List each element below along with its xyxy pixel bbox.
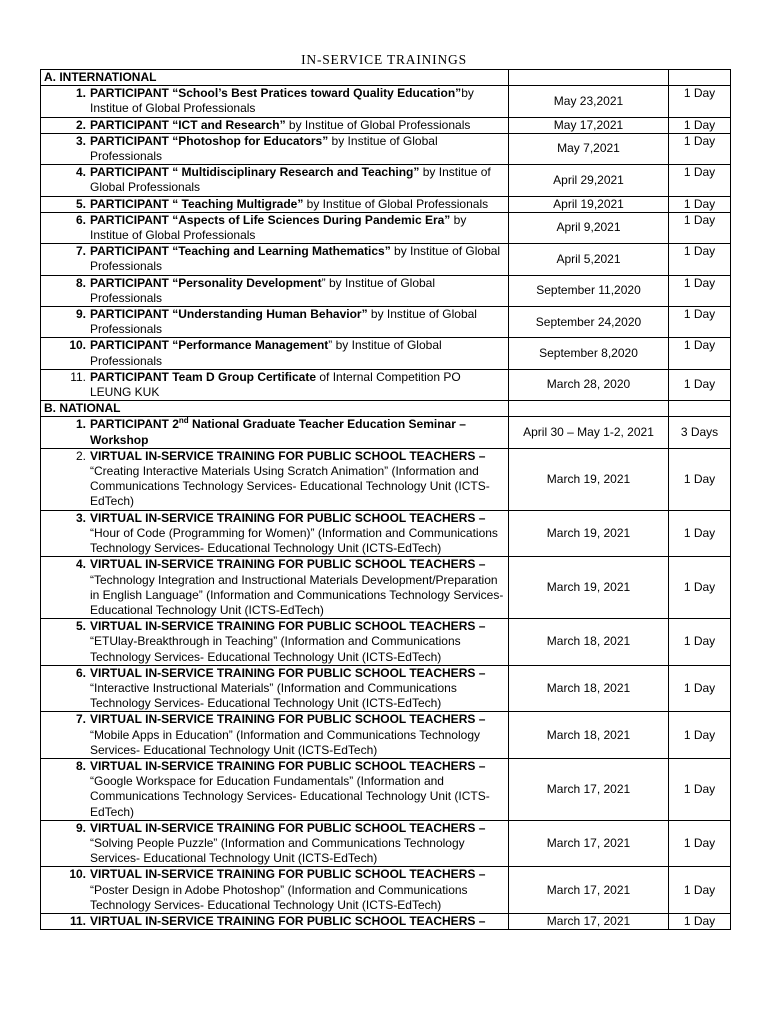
item-number: 4. [75, 557, 86, 572]
training-date: April 19,2021 [509, 196, 669, 212]
training-heading: VIRTUAL IN-SERVICE TRAINING FOR PUBLIC SCHOOL TEACHERS – [90, 758, 486, 773]
table-row [41, 913, 731, 929]
training-duration: 1 Day [669, 212, 731, 243]
training-date: March 18, 2021 [509, 619, 669, 666]
training-date: March 19, 2021 [509, 557, 669, 619]
training-cell [41, 86, 509, 117]
item-number: 10. [69, 338, 86, 353]
item-number: 9. [75, 820, 86, 835]
training-cell [41, 133, 509, 164]
training-provider: by Institue of Global Professionals [90, 212, 467, 243]
training-provider: by Institue of Global Professionals [303, 196, 489, 211]
table-row [41, 275, 731, 306]
training-heading: VIRTUAL IN-SERVICE TRAINING FOR PUBLIC SCHOOL TEACHERS – [90, 557, 486, 572]
item-number: 6. [75, 212, 86, 227]
training-cell [41, 913, 509, 929]
item-number: 7. [75, 712, 86, 727]
training-title [90, 666, 505, 712]
training-duration: 1 Day [669, 86, 731, 117]
training-cell [41, 212, 509, 243]
table-row [41, 165, 731, 196]
training-provider: by Institue of Global Professionals [90, 133, 438, 164]
item-number: 7. [75, 244, 86, 259]
trainings-table [40, 69, 731, 930]
training-title [90, 134, 505, 164]
training-title [90, 118, 505, 133]
training-duration: 1 Day [669, 913, 731, 929]
table-row [41, 196, 731, 212]
training-description: “Interactive Instructional Materials” (Information and Communications Technology Services- Educational Technology Unit (ICTS-EdTech) [90, 680, 457, 711]
training-title [90, 821, 505, 867]
training-cell [41, 307, 509, 338]
training-duration: 1 Day [669, 665, 731, 712]
item-number: 11. [70, 369, 86, 384]
item-number: 6. [75, 665, 86, 680]
table-row [41, 557, 731, 619]
item-number: 5. [75, 619, 86, 634]
item-number: 5. [75, 196, 86, 211]
training-cell [41, 758, 509, 820]
training-provider: by Institue of Global Professionals [90, 244, 501, 274]
table-row [41, 820, 731, 867]
item-number: 11. [69, 913, 86, 928]
item-number: 1. [75, 417, 86, 432]
table-row [41, 510, 731, 557]
training-heading: VIRTUAL IN-SERVICE TRAINING FOR PUBLIC SCHOOL TEACHERS – [90, 867, 486, 882]
table-row [41, 307, 731, 338]
table-row [41, 417, 731, 448]
training-date: March 28, 2020 [509, 369, 669, 400]
training-duration: 1 Day [669, 867, 731, 914]
training-cell [41, 712, 509, 759]
training-date: September 24,2020 [509, 307, 669, 338]
table-row [41, 665, 731, 712]
item-number: 3. [75, 510, 86, 525]
training-cell [41, 619, 509, 666]
training-bold: PARTICIPANT “Aspects of Life Sciences During Pandemic Era” [90, 212, 451, 227]
table-row [41, 619, 731, 666]
table-row [41, 212, 731, 243]
training-duration: 1 Day [669, 275, 731, 306]
training-cell [41, 557, 509, 619]
training-duration: 1 Day [669, 820, 731, 867]
section-row-international [41, 70, 731, 86]
training-date: September 11,2020 [509, 275, 669, 306]
training-title [90, 165, 505, 195]
training-duration: 1 Day [669, 117, 731, 133]
training-cell [41, 867, 509, 914]
training-title [90, 759, 505, 820]
training-cell [41, 117, 509, 133]
training-title [90, 244, 505, 274]
training-date: April 5,2021 [509, 244, 669, 275]
training-date: March 17, 2021 [509, 867, 669, 914]
training-title [90, 307, 505, 337]
training-title [90, 417, 505, 447]
training-description: “Mobile Apps in Education” (Information and Communications Technology Services- Educational Technology Unit (ICTS-EdTech) [90, 727, 480, 757]
training-date: April 29,2021 [509, 165, 669, 196]
training-duration: 1 Day [669, 196, 731, 212]
training-date: May 17,2021 [509, 117, 669, 133]
training-duration: 1 Day [669, 133, 731, 164]
training-date: March 19, 2021 [509, 448, 669, 510]
training-heading: VIRTUAL IN-SERVICE TRAINING FOR PUBLIC SCHOOL TEACHERS – [90, 665, 486, 680]
training-bold: PARTICIPANT “Photoshop for Educators” [90, 133, 329, 148]
training-description: “Google Workspace for Education Fundamentals” (Information and Communications Technology Services- Educational Technology Unit (ICTS-EdTech) [90, 774, 490, 819]
training-duration: 1 Day [669, 244, 731, 275]
training-date: April 30 – May 1-2, 2021 [509, 417, 669, 448]
training-duration: 3 Days [669, 417, 731, 448]
training-duration: 1 Day [669, 712, 731, 759]
training-provider: ” by Institue of Global Professionals [90, 275, 435, 305]
training-duration: 1 Day [669, 307, 731, 338]
item-number: 9. [75, 307, 86, 322]
training-cell [41, 165, 509, 196]
item-number: 2. [75, 117, 86, 132]
training-cell [41, 244, 509, 275]
document-title: IN-SERVICE TRAININGS [301, 52, 467, 67]
training-description: “Solving People Puzzle” (Information and Communications Technology Services- Educational Technology Unit (ICTS-EdTech) [90, 835, 465, 866]
training-heading: VIRTUAL IN-SERVICE TRAINING FOR PUBLIC SCHOOL TEACHERS – [90, 820, 486, 835]
table-row [41, 867, 731, 914]
training-cell [41, 448, 509, 510]
table-row [41, 448, 731, 510]
training-bold: PARTICIPANT “ICT and Research” [90, 117, 286, 132]
training-cell [41, 369, 509, 400]
training-provider: of Internal Competition PO LEUNG KUK [90, 369, 461, 400]
training-heading: VIRTUAL IN-SERVICE TRAINING FOR PUBLIC SCHOOL TEACHERS – [90, 913, 486, 928]
training-cell [41, 510, 509, 557]
item-number: 1. [75, 86, 86, 101]
item-number: 4. [75, 165, 86, 180]
training-heading: VIRTUAL IN-SERVICE TRAINING FOR PUBLIC SCHOOL TEACHERS – [90, 619, 486, 634]
training-provider: ” by Institue of Global Professionals [90, 338, 442, 368]
training-description: “Poster Design in Adobe Photoshop” (Information and Communications Technology Services- Educational Technology Unit (ICTS-EdTech) [90, 882, 468, 912]
section-row-national [41, 401, 731, 417]
training-title [90, 338, 505, 368]
training-bold: PARTICIPANT Team D Group Certificate [90, 369, 317, 384]
section-heading-national: B. NATIONAL [41, 401, 509, 417]
training-description: “Technology Integration and Instructional Materials Development/Preparation in English Language” (Information and Communications Technology Services- Educational Technology Unit (ICTS-EdTech) [90, 572, 504, 617]
ordinal-suffix: nd [178, 416, 189, 426]
training-duration: 1 Day [669, 369, 731, 400]
training-provider: by Institue of Global Professionals [90, 307, 477, 337]
table-row [41, 133, 731, 164]
training-cell [41, 820, 509, 867]
training-description: “Creating Interactive Materials Using Scratch Animation” (Information and Communications Technology Services- Educational Technology Unit (ICTS-EdTech) [90, 464, 490, 509]
training-date: May 7,2021 [509, 133, 669, 164]
table-row [41, 712, 731, 759]
training-heading: VIRTUAL IN-SERVICE TRAINING FOR PUBLIC SCHOOL TEACHERS – [90, 712, 486, 727]
table-row [41, 338, 731, 369]
training-description: “Hour of Code (Programming for Women)” (Information and Communications Technology Services- Educational Technology Unit (ICTS-EdTech) [90, 525, 498, 556]
item-number: 10. [69, 867, 86, 882]
training-duration: 1 Day [669, 338, 731, 369]
training-bold: PARTICIPANT “Performance Management [90, 338, 329, 353]
training-provider: by Institue of Global Professionals [285, 117, 471, 132]
training-description: “ETUlay-Breakthrough in Teaching” (Information and Communications Technology Services- Educational Technology Unit (ICTS-EdTech) [90, 634, 461, 664]
training-duration: 1 Day [669, 619, 731, 666]
training-bold: PARTICIPANT “Personality Development [90, 275, 322, 290]
training-cell [41, 275, 509, 306]
training-provider: by Institue of Global Professionals [90, 86, 474, 116]
training-date: April 9,2021 [509, 212, 669, 243]
training-date: March 17, 2021 [509, 758, 669, 820]
training-bold: PARTICIPANT 2 [90, 417, 179, 432]
training-duration: 1 Day [669, 510, 731, 557]
training-title [90, 867, 505, 913]
training-cell [41, 665, 509, 712]
training-date: March 18, 2021 [509, 712, 669, 759]
training-title [90, 86, 505, 116]
training-cell [41, 196, 509, 212]
training-cell [41, 338, 509, 369]
item-number: 8. [75, 275, 86, 290]
training-date: March 19, 2021 [509, 510, 669, 557]
training-title [90, 619, 505, 665]
item-number: 8. [75, 758, 86, 773]
training-title [90, 449, 505, 510]
training-title [90, 213, 505, 243]
training-title [90, 557, 505, 618]
training-title [90, 276, 505, 306]
section-heading-international: A. INTERNATIONAL [41, 70, 509, 86]
table-row [41, 86, 731, 117]
training-bold: PARTICIPANT “Understanding Human Behavior” [90, 307, 368, 322]
training-bold: PARTICIPANT “ Multidisciplinary Research and Teaching” [90, 165, 420, 180]
training-date: September 8,2020 [509, 338, 669, 369]
training-duration: 1 Day [669, 758, 731, 820]
training-bold: PARTICIPANT “School’s Best Pratices toward Quality Education” [90, 86, 462, 101]
item-number: 3. [75, 133, 86, 148]
training-bold: National Graduate Teacher Education Seminar – Workshop [90, 417, 466, 447]
training-date: March 18, 2021 [509, 665, 669, 712]
training-date: March 17, 2021 [509, 913, 669, 929]
training-cell [41, 417, 509, 448]
training-title [90, 197, 505, 212]
training-provider: by Institue of Global Professionals [90, 165, 491, 195]
training-bold: PARTICIPANT “ Teaching Multigrade” [90, 196, 304, 211]
training-duration: 1 Day [669, 448, 731, 510]
training-heading: VIRTUAL IN-SERVICE TRAINING FOR PUBLIC SCHOOL TEACHERS – [90, 510, 486, 525]
table-row [41, 117, 731, 133]
table-row [41, 758, 731, 820]
item-number: 2. [75, 448, 86, 463]
training-heading: VIRTUAL IN-SERVICE TRAINING FOR PUBLIC SCHOOL TEACHERS – [90, 448, 486, 463]
training-duration: 1 Day [669, 557, 731, 619]
training-duration: 1 Day [669, 165, 731, 196]
training-date: May 23,2021 [509, 86, 669, 117]
training-title [90, 370, 505, 400]
training-bold: PARTICIPANT “Teaching and Learning Mathematics” [90, 244, 391, 259]
training-title [90, 511, 505, 557]
table-row [41, 244, 731, 275]
table-row [41, 369, 731, 400]
training-title [90, 914, 505, 929]
training-date: March 17, 2021 [509, 820, 669, 867]
training-title [90, 712, 505, 758]
